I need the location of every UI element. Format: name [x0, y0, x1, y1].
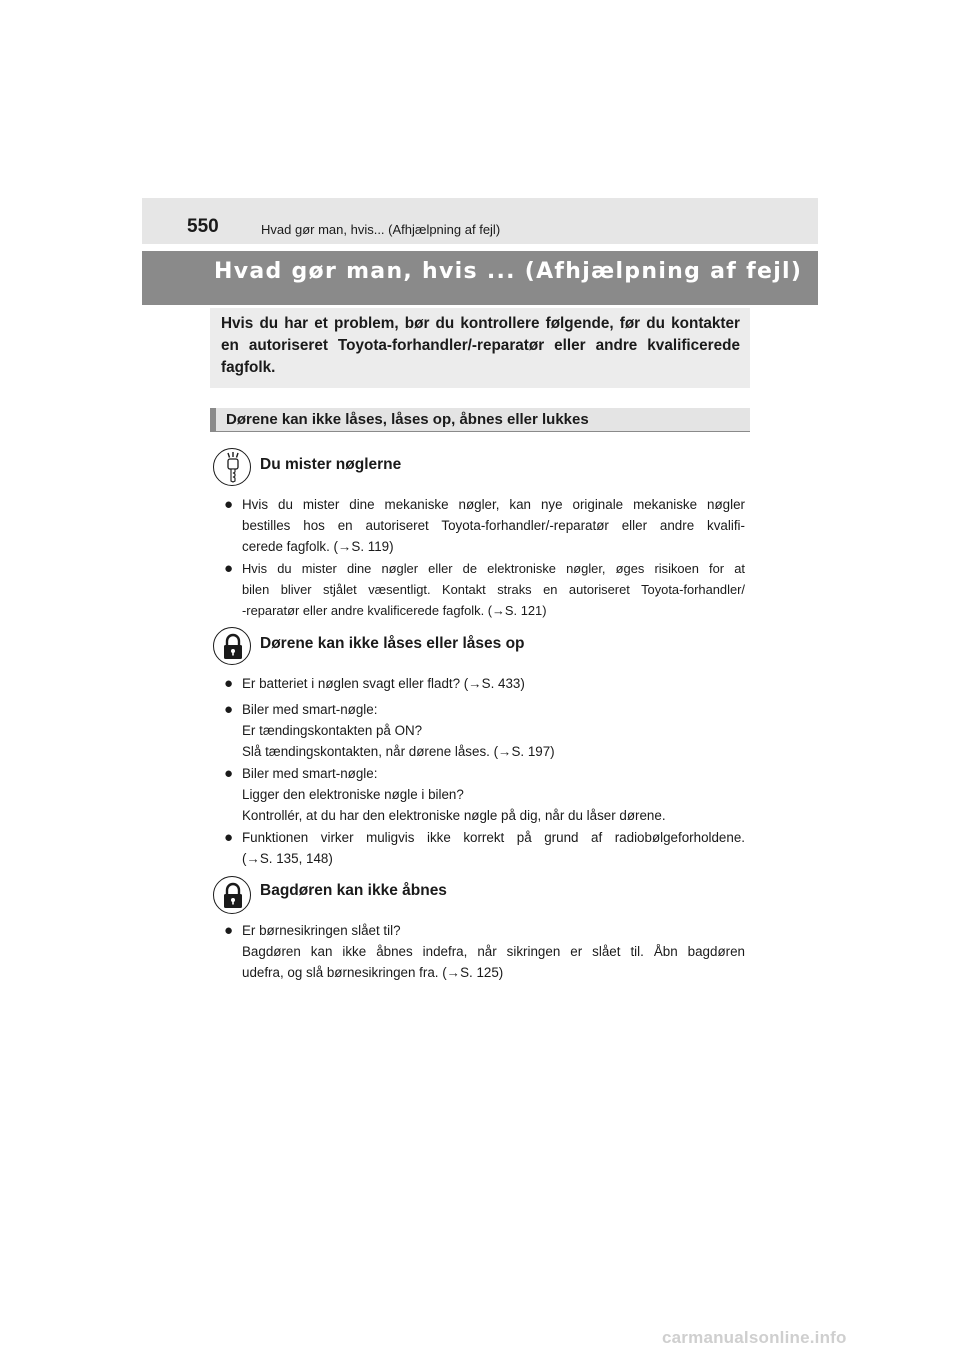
page-title: Hvad gør man, hvis ... (Afhjælpning af fejl): [214, 259, 803, 284]
padlock-icon: [213, 627, 251, 665]
list-item: Er batteriet i nøglen svagt eller fladt? (→S. 433): [242, 676, 525, 691]
bullet-icon: ●: [224, 560, 234, 577]
watermark: carmanualsonline.info: [662, 1328, 847, 1347]
bullet-icon: ●: [224, 922, 234, 939]
list-item: Biler med smart-nøgle: Ligger den elektroniske nøgle i bilen? Kontrollér, at du har den elektroniske nøgle på dig, når du låser dørene.: [242, 766, 666, 823]
page-number: 550: [187, 216, 219, 237]
running-header-bar: [142, 198, 818, 244]
section-heading-text: Dørene kan ikke låses, låses op, åbnes eller lukkes: [226, 411, 589, 428]
list-item: Funktionen virker muligvis ikke korrekt på grund af radiobølgeforholdene. (→S. 135, 148): [242, 830, 745, 866]
subsection-heading-doors-lock: Dørene kan ikke låses eller låses op: [260, 635, 525, 652]
list-item: Hvis du mister dine nøgler eller de elektroniske nøgler, øges risikoen for at bilen bliver stjålet væsentligt. Kontakt straks en autoriseret Toyota-forhandler/ -reparatør eller andre kvalificerede fagfolk. (→S. 121): [242, 561, 745, 618]
padlock-icon: [213, 876, 251, 914]
list-item: Er børnesikringen slået til? Bagdøren kan ikke åbnes indefra, når sikringen er slået til. Åbn bagdøren udefra, og slå børnesikringen fra. (→S. 125): [242, 923, 745, 980]
bullet-icon: ●: [224, 765, 234, 782]
subsection-heading-tailgate: Bagdøren kan ikke åbnes: [260, 882, 447, 899]
bullet-icon: ●: [224, 829, 234, 846]
list-item: Hvis du mister dine mekaniske nøgler, kan nye originale mekaniske nøgler bestilles hos en autoriseret Toyota-forhandler/-reparatør eller andre kvalifi- cerede fagfolk. (→S. 119): [242, 497, 745, 554]
list-item: Biler med smart-nøgle: Er tændingskontakten på ON? Slå tændingskontakten, når dørene låses. (→S. 197): [242, 702, 555, 759]
subsection-heading-lost-keys: Du mister nøglerne: [260, 456, 402, 473]
intro-text: Hvis du har et problem, bør du kontrollere følgende, før du kontakter en autoriseret Toyota-forhandler/-reparatør eller andre kvalificerede fagfolk.: [221, 315, 740, 376]
bullet-icon: ●: [224, 496, 234, 513]
section-heading: [210, 408, 750, 432]
running-head: Hvad gør man, hvis... (Afhjælpning af fejl): [261, 222, 501, 237]
key-icon: [213, 448, 251, 486]
bullet-icon: ●: [224, 675, 234, 692]
bullet-icon: ●: [224, 701, 234, 718]
